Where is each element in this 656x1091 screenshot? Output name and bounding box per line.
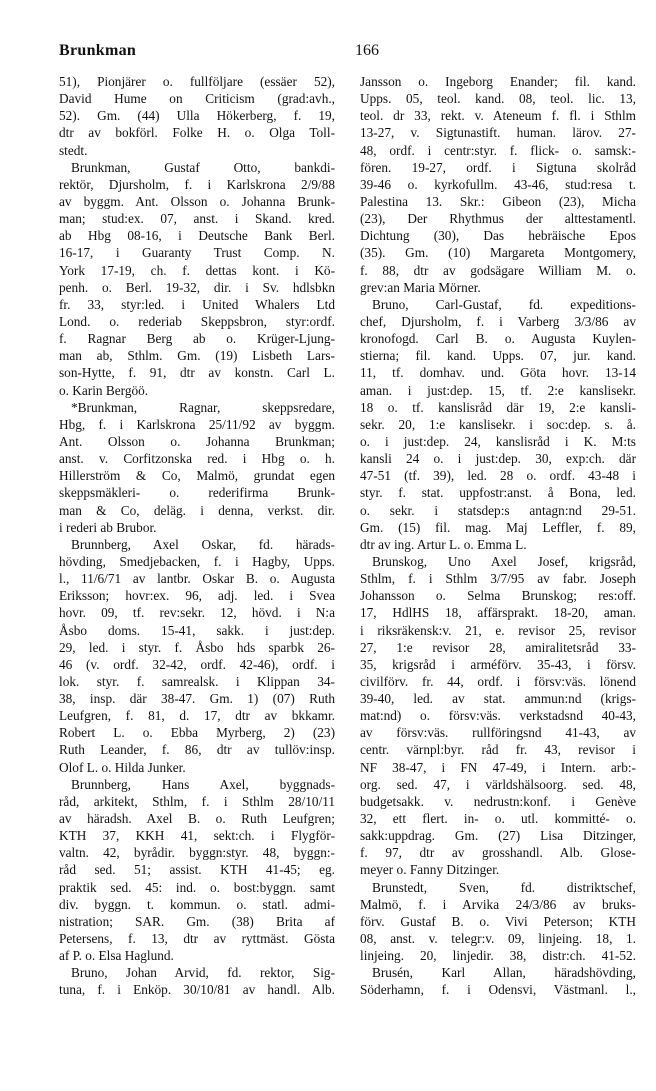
text-line: o. i just:dep. 24, kanslisråd i K. M:ts xyxy=(360,433,636,449)
text-line: rektör, Djursholm, f. i Karlskrona 2/9/88 xyxy=(59,176,335,192)
text-line: skeppsmäkleri- o. rederifirma Brunk- xyxy=(59,485,335,501)
text-line: nistration; SAR. Gm. (38) Brita af xyxy=(59,913,335,929)
text-line: lok. styr. f. samrealsk. i Klippan 34- xyxy=(59,673,335,689)
right-column xyxy=(360,73,636,999)
text-line: man & Co, deläg. i denna, verkst. dir. xyxy=(59,502,335,518)
text-line: 17, HdlHS 18, affärsprakt. 18-20, aman. xyxy=(360,605,636,621)
text-line: (23), Der Rhythmus der alttestamentl. xyxy=(360,211,636,227)
text-line: Ruth Leander, f. 86, dtr av tullöv:insp. xyxy=(59,742,335,758)
text-line: f. 88, dtr av godsägare William M. o. xyxy=(360,262,636,278)
running-head: Brunkman xyxy=(59,42,137,59)
text-line: fören. 19-27, ordf. i Sigtuna skolråd xyxy=(360,159,636,175)
text-line: man; stud:ex. 07, anst. i Skand. kred. xyxy=(59,211,335,227)
entry-headline: *Brunkman, Ragnar, skeppsredare, xyxy=(71,399,335,415)
text-line: 48, ordf. i centr:styr. f. flick- o. samsk:- xyxy=(360,142,636,158)
text-line: stedt. xyxy=(59,142,88,158)
text-line: chef, Djursholm, f. i Varberg 3/3/86 av xyxy=(360,313,636,329)
text-line: dtr av ing. Artur L. o. Emma L. xyxy=(360,536,527,552)
text-line: Åsbo doms. 15-41, sakk. i just:dep. xyxy=(59,622,335,638)
entry-headline: Brunnberg, Axel Oskar, fd. härads- xyxy=(71,536,335,552)
text-line: York 17-19, ch. f. dettas kont. i Kö- xyxy=(59,262,335,278)
text-line: 47-51 (tf. 39), led. 28 o. ordf. 43-48 i xyxy=(360,468,636,484)
text-line: sakk:uppdrag. Gm. (27) Lisa Ditzinger, xyxy=(360,828,636,844)
text-line: af P. o. Elsa Haglund. xyxy=(59,948,174,964)
page-number: 166 xyxy=(355,42,379,59)
text-line: valtn. 42, byrådir. byggn:styr. 48, byggn:- xyxy=(59,845,335,861)
text-line: meyer o. Fanny Ditzinger. xyxy=(360,862,500,878)
text-line: sekr. 20, 1:e kanslisekr. i soc:dep. s. å. xyxy=(360,416,636,432)
text-line: 46 (v. ordf. 32-42, ordf. 42-46), ordf. i xyxy=(59,656,335,672)
text-line: org. sed. 47, i världshälsoorg. sed. 48, xyxy=(360,776,636,792)
text-line: Dichtung (30), Das hebräische Epos xyxy=(360,228,636,244)
text-line: 08, anst. v. telegr:v. 09, linjeing. 18, 1. xyxy=(360,931,636,947)
text-line: l., 11/6/71 av lantbr. Oskar B. o. Augusta xyxy=(59,571,335,587)
text-line: 39-46 o. kyrkofullm. 43-46, stud:resa t. xyxy=(360,176,636,192)
text-line: mat:nd) o. försv:väs. verkstadsnd 40-43, xyxy=(360,708,636,724)
entry-headline: Brunskog, Uno Axel Josef, krigsråd, xyxy=(372,553,636,569)
text-line: förv. Gustaf B. o. Vivi Peterson; KTH xyxy=(360,913,636,929)
text-line: Hbg, f. i Karlskrona 25/11/92 av byggm. xyxy=(59,416,335,432)
text-line: 35, krigsråd i arméförv. 35-43, i försv. xyxy=(360,656,636,672)
text-line: Sthlm, f. i Sthlm 3/7/95 av fabr. Joseph xyxy=(360,571,636,587)
text-line: 38, insp. där 38-47. Gm. 1) (07) Ruth xyxy=(59,691,335,707)
text-line: Leufgren, f. 81, d. 17, dtr av bkkamr. xyxy=(59,708,335,724)
text-line: 18 o. tf. kanslisråd där 19, 2:e kansli- xyxy=(360,399,636,415)
text-line: 39-40, led. av stat. ammun:nd (krigs- xyxy=(360,691,636,707)
text-line: Robert L. o. Ebba Myrberg, 2) (23) xyxy=(59,725,335,741)
entry-headline: Bruno, Carl-Gustaf, fd. expeditions- xyxy=(372,296,636,312)
text-line: praktik sed. 45: ind. o. bost:byggn. samt xyxy=(59,879,335,895)
text-line: KTH 37, KKH 41, sekt:ch. i Flygför- xyxy=(59,828,335,844)
entry-headline: Brunnberg, Hans Axel, byggnads- xyxy=(71,776,335,792)
text-line: David Hume on Criticism (grad:avh., xyxy=(59,91,335,107)
text-line: man ab, Sthlm. Gm. (19) Lisbeth Lars- xyxy=(59,348,335,364)
left-column xyxy=(59,73,335,999)
text-line: NF 38-47, i FN 47-49, i Intern. arb:- xyxy=(360,759,636,775)
text-line: teol. dr 33, rekt. v. Ateneum f. fl. i Sthlm xyxy=(360,108,636,124)
text-line: Lond. o. rederiab Skeppsbron, styr:ordf. xyxy=(59,313,335,329)
text-line: råd sed. 51; assist. KTH 41-45; eg. xyxy=(59,862,335,878)
text-line: av försv:väs. rullföringsnd 41-43, av xyxy=(360,725,636,741)
text-line: stierna; fil. kand. Upps. 07, jur. kand. xyxy=(360,348,636,364)
text-line: tuna, f. i Enköp. 30/10/81 av handl. Alb. xyxy=(59,982,335,998)
text-line: centr. värnpl:byr. råd fr. 43, revisor i xyxy=(360,742,636,758)
text-line: linjeing. 20, linjedir. 38, distr:ch. 41-52. xyxy=(360,948,636,964)
text-line: penh. o. Berl. 19-32, dir. i Sv. hdlsbkn xyxy=(59,279,335,295)
text-line: 27, 1:e revisor 28, amiralitetsråd 33- xyxy=(360,639,636,655)
text-line: budgetsakk. v. nedrustn:konf. i Genève xyxy=(360,793,636,809)
text-line: 29, led. i styr. f. Åsbo hds sparbk 26- xyxy=(59,639,335,655)
text-line: Hillerström & Co, Malmö, grundat egen xyxy=(59,468,335,484)
text-line: 13-27, v. Sigtunastift. human. lärov. 27- xyxy=(360,125,636,141)
text-line: av häradsh. Axel B. o. Ruth Leufgren; xyxy=(59,811,335,827)
text-line: Jansson o. Ingeborg Enander; fil. kand. xyxy=(360,74,636,89)
text-line: dtr av bokförl. Folke H. o. Olga Toll- xyxy=(59,125,335,141)
text-line: Malmö, f. i Arvika 24/3/86 av bruks- xyxy=(360,896,636,912)
page-header xyxy=(59,42,632,64)
text-line: Johansson o. Selma Brunskog; res:off. xyxy=(360,588,636,604)
text-line: aman. i just:dep. 15, tf. 2:e kanslisekr. xyxy=(360,382,636,398)
text-line: civilförv. fr. 44, ordf. i försv:väs. lönend xyxy=(360,673,636,689)
text-line: i riksräkensk:v. 21, e. revisor 25, revisor xyxy=(360,622,636,638)
text-line: ab Hbg 08-16, i Deutsche Bank Berl. xyxy=(59,228,335,244)
text-line: Palestina 13. Skr.: Gibeon (23), Micha xyxy=(360,193,636,209)
text-line: Eriksson; hovr:ex. 96, adj. led. i Svea xyxy=(59,588,335,604)
text-line: hovr. 09, tf. rev:sekr. 12, hövd. i N:a xyxy=(59,605,335,621)
text-line: grev:an Maria Mörner. xyxy=(360,279,481,295)
text-line: styr. f. stat. uppfostr:anst. å Bona, led. xyxy=(360,485,636,501)
text-line: råd, arkitekt, Sthlm, f. i Sthlm 28/10/11 xyxy=(59,793,335,809)
text-line: Upps. 05, teol. kand. 08, teol. lic. 13, xyxy=(360,91,636,107)
text-line: i rederi ab Brubor. xyxy=(59,519,157,535)
entry-headline: Brunstedt, Sven, fd. distriktschef, xyxy=(372,879,636,895)
text-line: fr. 33, styr:led. i United Whalers Ltd xyxy=(59,296,335,312)
text-line: Petersens, f. 13, dtr av ryttmäst. Gösta xyxy=(59,931,335,947)
text-line: 16-17, i Guaranty Trust Comp. N. xyxy=(59,245,335,261)
entry-headline: Brusén, Karl Allan, häradshövding, xyxy=(372,965,636,981)
text-line: anst. v. Corfitzonska red. i Hbg o. h. xyxy=(59,451,335,467)
text-line: av byggm. Ant. Olsson o. Johanna Brunk- xyxy=(59,193,335,209)
text-line: 11, tf. domhav. und. Göta hovr. 13-14 xyxy=(360,365,636,381)
text-line: Söderhamn, f. i Odensvi, Västmanl. l., xyxy=(360,982,636,998)
text-line: o. Karin Bergöö. xyxy=(59,382,149,398)
text-line: o. sekr. i statsdep:s antagn:nd 29-51. xyxy=(360,502,636,518)
text-line: 32, ett flert. in- o. utl. kommitté- o. xyxy=(360,811,636,827)
text-line: kansli 24 o. i just:dep. 30, exp:ch. där xyxy=(360,451,636,467)
text-line: div. byggn. t. kommun. o. statl. admi- xyxy=(59,896,335,912)
text-line: (35). Gm. (10) Margareta Montgomery, xyxy=(360,245,636,261)
text-line: f. 97, dtr av grosshandl. Alb. Glose- xyxy=(360,845,636,861)
text-line: hövding, Smedjebacken, f. i Hagby, Upps. xyxy=(59,553,335,569)
text-line: kronofogd. Carl B. o. Augusta Kuylen- xyxy=(360,331,636,347)
text-line: Olof L. o. Hilda Junker. xyxy=(59,759,186,775)
text-line: 52). Gm. (44) Ulla Hökerberg, f. 19, xyxy=(59,108,335,124)
text-line: f. Ragnar Berg ab o. Krüger-Ljung- xyxy=(59,331,335,347)
entry-headline: Bruno, Johan Arvid, fd. rektor, Sig- xyxy=(71,965,335,981)
text-line: son-Hytte, f. 91, dtr av konstn. Carl L. xyxy=(59,365,335,381)
text-line: Gm. (15) fil. mag. Maj Leffler, f. 89, xyxy=(360,519,636,535)
text-line: Ant. Olsson o. Johanna Brunkman; xyxy=(59,433,335,449)
entry-headline: Brunkman, Gustaf Otto, bankdi- xyxy=(71,159,335,175)
text-line: 51), Pionjärer o. fullföljare (essäer 52), xyxy=(59,74,335,89)
